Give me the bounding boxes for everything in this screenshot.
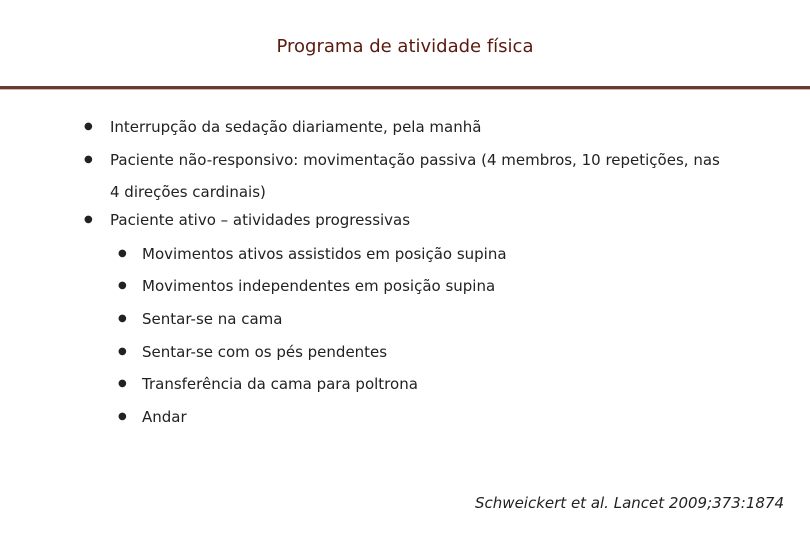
list-item: ● Paciente não-responsivo: movimentação passiva (4 membros, 10 repetições, nas 4 direções cardinais) [84, 144, 724, 208]
bullet-dot: ● [118, 378, 127, 389]
sub-list-item: ● Sentar-se com os pés pendentes [118, 336, 387, 368]
citation: Schweickert et al. Lancet 2009;373:1874 [475, 494, 784, 512]
list-item: ● Paciente ativo – atividades progressivas [84, 204, 724, 236]
bullet-dot: ● [118, 346, 127, 357]
bullet-dot: ● [118, 313, 127, 324]
title-divider-shadow [0, 89, 810, 90]
slide-title: Programa de atividade física [276, 36, 534, 57]
bullet-dot: ● [84, 154, 93, 165]
list-item: ● Interrupção da sedação diariamente, pela manhã [84, 111, 724, 143]
sub-list-item: ● Movimentos independentes em posição supina [118, 270, 495, 302]
bullet-dot: ● [118, 411, 127, 422]
sub-list-item: ● Andar [118, 401, 187, 433]
bullet-dot: ● [118, 280, 127, 291]
sub-list-item: ● Sentar-se na cama [118, 303, 282, 335]
sub-list-item: ● Transferência da cama para poltrona [118, 368, 418, 400]
bullet-dot: ● [84, 214, 93, 225]
bullet-dot: ● [84, 121, 93, 132]
sub-list-item: ● Movimentos ativos assistidos em posição supina [118, 238, 507, 270]
bullet-dot: ● [118, 248, 127, 259]
